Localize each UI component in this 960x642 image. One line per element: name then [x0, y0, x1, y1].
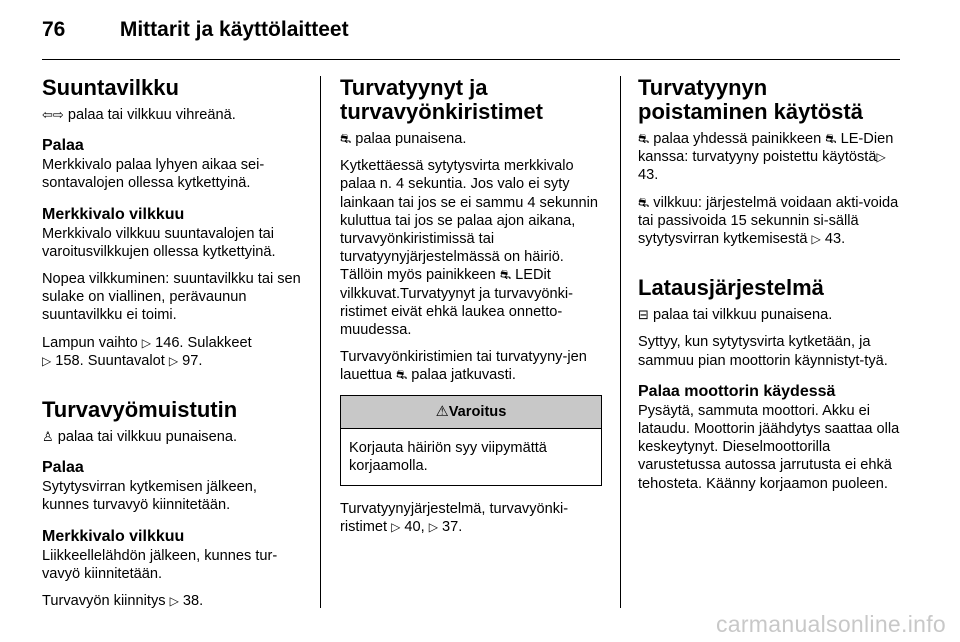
ref-arrow-icon: ▷ [811, 232, 821, 247]
airbag-refs: Turvatyynyjärjestelmä, turvavyönki-ristimet ▷ 40, ▷ 37. [340, 501, 569, 536]
charging-text: Syttyy, kun sytytysvirta kytketään, ja sammuu pian moottorin käynnistyt-tyä. [638, 334, 888, 369]
warning-box [340, 395, 602, 487]
section-title-seatbelt-reminder: Turvavyömuistutin [42, 397, 238, 423]
warning-icon: ⚠ [435, 403, 449, 420]
column-3 [638, 76, 900, 502]
charging-desc: ⊟ palaa tai vilkkuu punaisena. [638, 307, 833, 324]
ref-arrow-icon: ▷ [141, 335, 152, 350]
ref-arrow-icon: ▷ [42, 353, 52, 368]
subsection-title-on: Palaa [42, 137, 84, 155]
turn-signal-on-text: Merkkivalo palaa lyhyen aikaa sei-sontavalojen ollessa kytkettyinä. [42, 157, 265, 192]
page-title: Mittarit ja käyttölaitteet [119, 18, 349, 41]
page-number: 76 [42, 18, 66, 41]
battery-icon: ⊟ [638, 307, 649, 323]
turn-signal-flashing-text: Merkkivalo vilkkuu suuntavalojen tai varoitusvilkkujen ollessa kytkettyinä. [42, 225, 276, 260]
column-2 [340, 76, 602, 546]
warning-text: Korjauta häiriön syy viipymättä korjaamolla. [349, 439, 547, 475]
watermark: carmanualsonline.info [715, 611, 946, 637]
engine-running-text: Pysäytä, sammuta moottori. Akku ei lataudu. Moottorin jäähdytys saattaa olla keskeytynyt. Dieselmoottorilla varustetussa autossa jarrutusta ei ehkä tehosteta. Käänny korjaamon puoleen. [638, 402, 900, 492]
seatbelt-desc: ♙ palaa tai vilkkuu punaisena. [42, 429, 238, 446]
section-title-airbag-deactivation: Turvatyynyn poistaminen käytöstä [638, 75, 863, 124]
airbag-icon: ⛐ [340, 131, 352, 146]
ref-arrow-icon: ▷ [168, 353, 179, 368]
seatbelt-on-text: Sytytysvirran kytkemisen jälkeen, kunnes turvavyö kiinnitetään. [42, 479, 257, 514]
section-title-turn-signal: Suuntavilkku [42, 75, 179, 100]
subsection-title-flashing: Merkkivalo vilkkuu [42, 205, 185, 223]
ref-arrow-icon: ▷ [876, 150, 886, 165]
section-title-airbags: Turvatyynyt ja turvavyönkiristimet [340, 75, 543, 124]
airbag-off-on-text: ⛐ palaa yhdessä painikkeen ⛐ LE-Dien kanssa: turvatyyny poistettu käytöstä▷ 43. [638, 131, 894, 184]
ref-arrow-icon: ▷ [428, 520, 438, 535]
airbag-deployed-text: Turvavyönkiristimien tai turvatyyny-jen lauettua ⛐ palaa jatkuvasti. [340, 349, 587, 384]
airbag-off-flashing-text: ⛐ vilkkuu: järjestelmä voidaan akti-voida tai passivoida 15 sekunnin si-sällä sytytysvirran kytkemisestä ▷ 43. [638, 194, 899, 248]
airbag-off-icon: ⛐ [638, 194, 650, 210]
subsection-title-on-2: Palaa [42, 459, 84, 477]
fast-flashing-text: Nopea vilkkuminen: suuntavilkku tai sen sulake on viallinen, perävaunun suuntavilkku ei toimi. [42, 271, 301, 324]
ref-arrow-icon: ▷ [169, 594, 179, 609]
turn-signal-refs: Lampun vaihto ▷ 146. Sulakkeet ▷ 158. Suuntavalot ▷ 97. [42, 334, 252, 369]
section-title-charging-system: Latausjärjestelmä [638, 275, 824, 301]
airbag-off-icon: ⛐ [825, 131, 837, 146]
airbag-fault-text: Kytkettäessä sytytysvirta merkkivalo palaa n. 4 sekuntia. Jos valo ei syty lainkaan tai jos se ei sammu 4 sekunnin kuluttua tai jos se palaa ajon aikana, turvavyönkiristimissä tai turvatyynyjärjestelmässä on häiriö. Tällöin myös painikkeen ⛐ LEDit vilkkuvat.Turvatyynyt ja turvavyönki-ristimet eivät ehkä laukea onnetto-muudessa. [340, 158, 598, 339]
airbag-off-icon: ⛐ [638, 131, 650, 146]
seatbelt-flashing-text: Liikkeellelähdön jälkeen, kunnes tur-vavyö kiinnitetään. [42, 547, 278, 582]
airbag-off-icon: ⛐ [499, 267, 512, 283]
warning-header: ⚠Varoitus [341, 396, 601, 429]
header-rule [42, 59, 900, 60]
seatbelt-icon: ♙ [42, 429, 54, 445]
subsection-title-flashing-2: Merkkivalo vilkkuu [42, 527, 185, 545]
subsection-title-engine-running: Palaa moottorin käydessä [638, 382, 836, 400]
airbag-icon: ⛐ [396, 367, 408, 383]
turn-signal-icon: ⇦⇨ [42, 107, 64, 122]
turn-signal-desc: ⇦⇨ palaa tai vilkkuu vihreänä. [42, 107, 236, 123]
airbag-desc: ⛐ palaa punaisena. [340, 131, 467, 147]
column-1 [42, 76, 304, 619]
page-header [42, 18, 349, 42]
column-divider-1 [320, 76, 321, 608]
ref-arrow-icon: ▷ [391, 520, 401, 535]
column-divider-2 [620, 76, 621, 608]
seatbelt-ref: Turvavyön kiinnitys ▷ 38. [42, 593, 204, 610]
